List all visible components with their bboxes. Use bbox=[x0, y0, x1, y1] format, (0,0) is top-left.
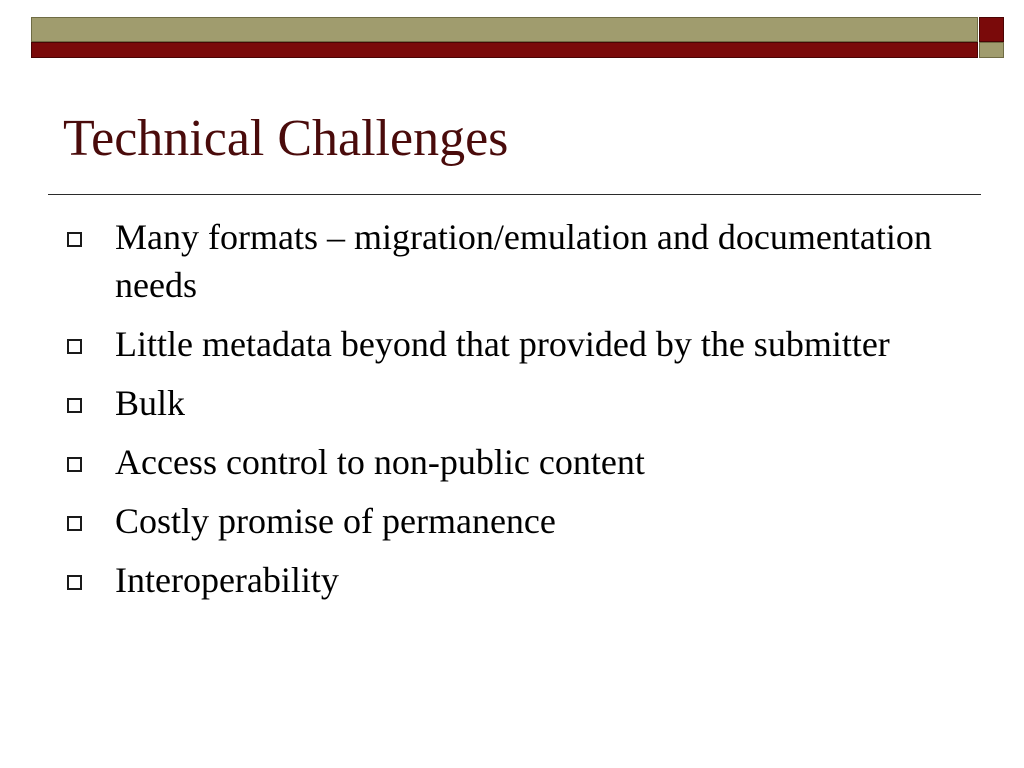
bullet-item-metadata bbox=[64, 320, 944, 368]
bullet-text: Interoperability bbox=[115, 560, 339, 600]
bullet-list bbox=[64, 213, 944, 615]
hollow-square-icon bbox=[67, 339, 82, 354]
hollow-square-icon bbox=[67, 516, 82, 531]
banner-square-olive bbox=[979, 42, 1004, 58]
bullet-item-interoperability bbox=[64, 556, 944, 604]
slide-title: Technical Challenges bbox=[63, 110, 509, 167]
header-banner bbox=[0, 0, 1024, 80]
bullet-item-permanence bbox=[64, 497, 944, 545]
banner-band-olive bbox=[31, 17, 978, 42]
title-divider bbox=[48, 194, 981, 195]
banner-square-maroon bbox=[979, 17, 1004, 42]
bullet-text: Costly promise of permanence bbox=[115, 501, 556, 541]
banner-band-maroon bbox=[31, 42, 978, 58]
bullet-item-bulk bbox=[64, 379, 944, 427]
bullet-text: Many formats – migration/emulation and documentation needs bbox=[115, 217, 932, 305]
hollow-square-icon bbox=[67, 575, 82, 590]
bullet-item-formats bbox=[64, 213, 944, 309]
bullet-text: Access control to non-public content bbox=[115, 442, 645, 482]
hollow-square-icon bbox=[67, 398, 82, 413]
bullet-text: Bulk bbox=[115, 383, 186, 423]
bullet-item-access-control bbox=[64, 438, 944, 486]
hollow-square-icon bbox=[67, 232, 82, 247]
hollow-square-icon bbox=[67, 457, 82, 472]
bullet-text: Little metadata beyond that provided by the submitter bbox=[115, 324, 890, 364]
